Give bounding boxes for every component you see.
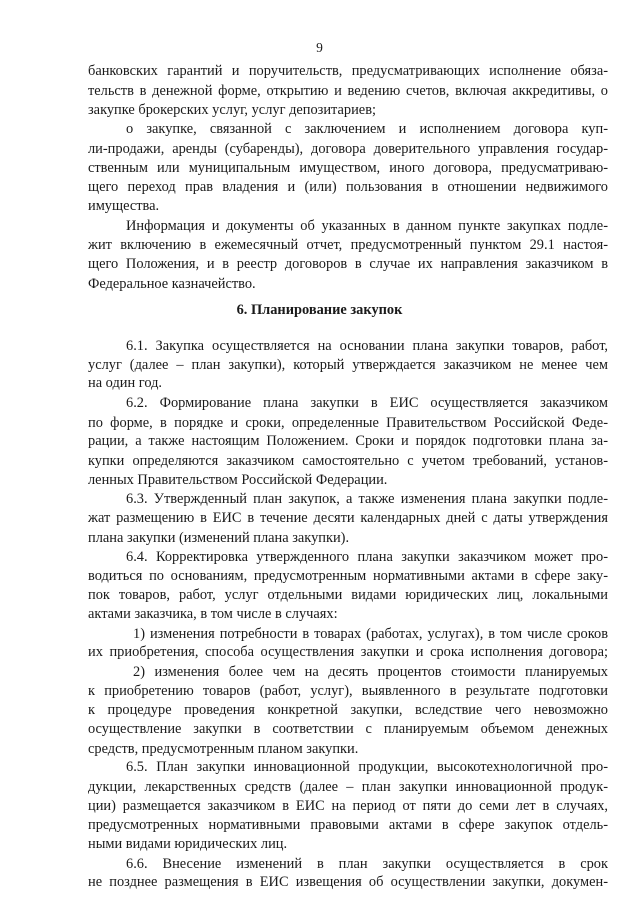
text-line: ленных Правительством Российской Федерации.: [88, 471, 388, 488]
text-line: не позднее размещения в ЕИС извещения об осуществлении закупки, докумен-: [88, 874, 608, 891]
list-item-line: осуществление закупки в соответствии с планируемым объемом денежных: [88, 721, 608, 738]
list-item-line: к процедуре проведения конкретной закупки, вследствие чего невозможно: [88, 702, 608, 719]
text-line: 6.6. Внесение изменений в план закупки осуществляется в срок: [126, 855, 608, 872]
list-item-line: 2) изменения более чем на десять процентов стоимости планируемых: [133, 664, 608, 681]
list-item-line: к приобретению товаров (работ, услуг), выявленного в результате подготовки: [88, 682, 608, 699]
text-line: имущества.: [88, 197, 160, 214]
text-line: тельств в денежной форме, открытию и ведению счетов, включая аккредитивы, о: [88, 83, 608, 100]
text-line: на один год.: [88, 375, 163, 392]
list-item-line: их приобретения, способа осуществления закупки и срока исполнения договора;: [88, 644, 608, 661]
text-line: 6.2. Формирование плана закупки в ЕИС осуществляется заказчиком: [126, 395, 608, 412]
text-line: плана закупки (изменений плана закупки).: [88, 529, 350, 546]
text-line: купки определяются заказчиком самостоятельно с учетом требований, установ-: [88, 452, 608, 469]
text-line: ными видами юридических лиц.: [88, 835, 288, 852]
text-line: 6.1. Закупка осуществляется на основании плана закупки товаров, работ,: [126, 338, 608, 355]
page-number: 9: [316, 40, 323, 55]
text-line: жат размещению в ЕИС в течение десяти календарных дней с даты утверждения: [88, 509, 608, 526]
text-line: ственным или муниципальным имуществом, иного договора, предусматриваю-: [88, 159, 608, 176]
text-line: ции) размещается заказчиком в ЕИС на период от пяти до семи лет в случаях,: [88, 797, 608, 814]
text-line: щего Положения, и в реестр договоров в случае их направления заказчиком в: [88, 255, 608, 272]
text-line: Информация и документы об указанных в данном пункте закупках подле-: [126, 217, 608, 234]
list-item-line: средств, предусмотренным планом закупки.: [88, 740, 359, 757]
text-line: о закупке, связанной с заключением и исполнением договора куп-: [126, 121, 608, 138]
list-item-line: 1) изменения потребности в товарах (работах, услугах), в том числе сроков: [133, 625, 608, 642]
text-line: рации, а также настоящим Положением. Сроки и порядок подготовки плана за-: [88, 433, 608, 450]
text-line: щего переход прав владения и (или) пользования в отношении недвижимого: [88, 179, 608, 196]
text-line: Федеральное казначейство.: [88, 275, 256, 292]
text-line: ли-продажи, аренды (субаренды), договора доверительного управления государ-: [88, 141, 608, 157]
text-line: 6.5. План закупки инновационной продукции, высокотехнологичной про-: [126, 759, 608, 776]
section-heading: 6. Планирование закупок: [236, 301, 403, 318]
text-line: пок товаров, работ, услуг отдельными видами юридических лиц, локальными: [88, 587, 608, 604]
text-line: дукции, лекарственных средств (далее – план закупки инновационной продук-: [88, 778, 608, 795]
text-line: услуг (далее – план закупки), который утверждается заказчиком не менее чем: [88, 356, 608, 373]
text-line: жит включению в ежемесячный отчет, предусмотренный пунктом 29.1 настоя-: [88, 237, 608, 254]
text-line: по форме, в порядке и сроки, определенные Правительством Российской Феде-: [88, 414, 608, 431]
text-line: актами заказчика, в том числе в случаях:: [88, 606, 338, 623]
text-line: 6.4. Корректировка утвержденного плана закупки заказчиком может про-: [126, 549, 608, 566]
text-line: 6.3. Утвержденный план закупок, а также изменения плана закупки подле-: [126, 491, 608, 508]
text-line: закупке брокерских услуг, услуг депозитариев;: [88, 101, 376, 118]
text-line: предусмотренных нормативными правовыми актами в сфере закупок отдель-: [88, 817, 608, 834]
text-line: банковских гарантий и поручительств, предусматривающих исполнение обяза-: [88, 63, 608, 80]
text-line: водиться по основаниям, предусмотренным нормативными актами в сфере заку-: [88, 567, 608, 584]
